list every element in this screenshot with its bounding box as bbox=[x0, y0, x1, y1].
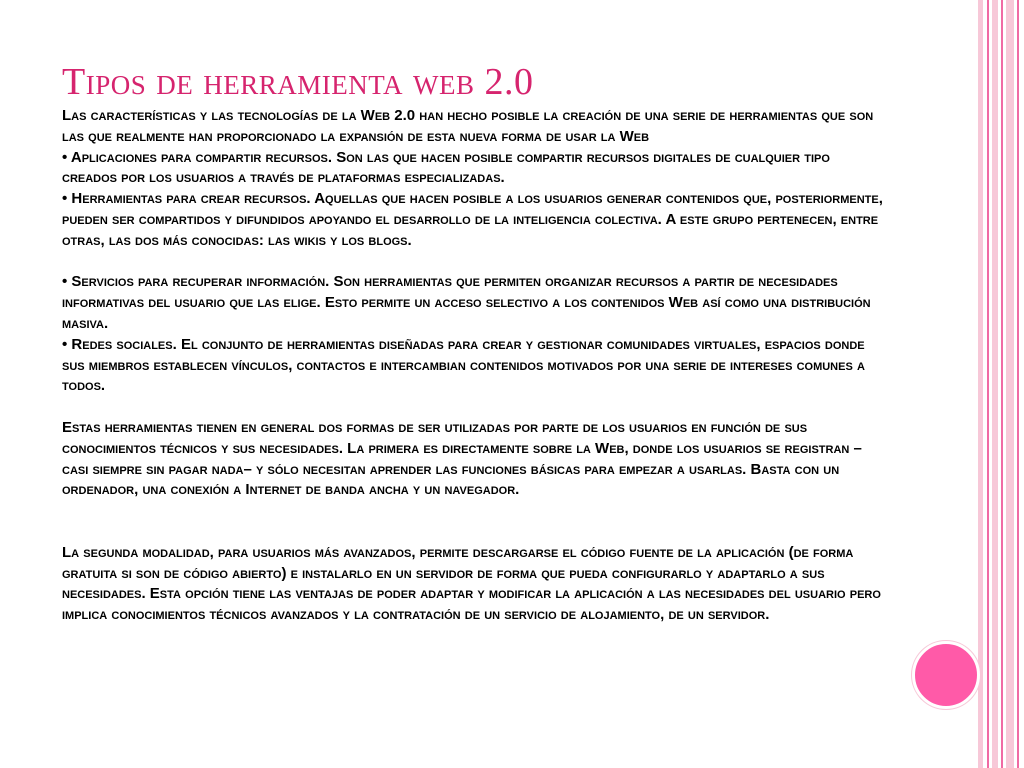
slide-content bbox=[62, 58, 887, 626]
bullet-creating: • Herramientas para crear recursos. Aquellas que hacen posible a los usuarios generar contenidos que, posteriormente, pueden ser compartidos y difundidos apoyando el desarrollo de la inteligencia colectiva. A este grupo pertenecen, entre otras, las dos más conocidas: las wikis y los blogs. bbox=[62, 190, 883, 249]
decorative-circle bbox=[912, 641, 980, 709]
advanced-paragraph: La segunda modalidad, para usuarios más avanzados, permite descargarse el código fuente de la aplicación (de forma gratuita si son de código abierto) e instalarlo en un servidor de forma que pueda configurarlo y adaptarlo a sus necesidades. Esta opción tiene las ventajas de poder adaptar y modificar la aplicación a las necesidades del usuario pero implica conocimientos técnicos avanzados y la contratación de un servicio de alojamiento, de un servidor. bbox=[62, 543, 881, 624]
stripe bbox=[978, 0, 983, 768]
slide-body bbox=[62, 106, 887, 626]
stripe bbox=[1006, 0, 1014, 768]
bullet-retrieval: • Servicios para recuperar información. Son herramientas que permiten organizar recursos a partir de necesidades informativas del usuario que las elige. Esto permite un acceso selectivo a los contenidos Web así como una distribución masiva. bbox=[62, 273, 871, 332]
bullet-sharing: • Aplicaciones para compartir recursos. Son las que hacen posible compartir recursos digitales de cualquier tipo creados por los usuarios a través de plataformas especializadas. bbox=[62, 148, 830, 187]
stripe bbox=[1001, 0, 1003, 768]
stripe bbox=[1017, 0, 1019, 768]
intro-paragraph: Las características y las tecnologías de la Web 2.0 han hecho posible la creación de una serie de herramientas que son las que realmente han proporcionado la expansión de esta nueva forma de usar la Web bbox=[62, 107, 874, 145]
slide-title: Tipos de herramienta web 2.0 bbox=[62, 61, 534, 103]
stripe bbox=[992, 0, 998, 768]
stripe bbox=[987, 0, 989, 768]
bullet-social: • Redes sociales. El conjunto de herramientas diseñadas para crear y gestionar comunidades virtuales, espacios donde sus miembros establecen vínculos, contactos e intercambian contenidos motivados por una serie de intereses comunes a todos. bbox=[62, 335, 865, 395]
spacer bbox=[62, 397, 887, 418]
spacer bbox=[62, 501, 887, 543]
decorative-stripes bbox=[978, 0, 1024, 768]
usage-paragraph: Estas herramientas tienen en general dos formas de ser utilizadas por parte de los usuarios en función de sus conocimientos técnicos y sus necesidades. La primera es directamente sobre la Web, donde los usuarios se registran –casi siempre sin pagar nada– y sólo necesitan aprender las funciones básicas para empezar a usarlas. Basta con un ordenador, una conexión a Internet de banda ancha y un navegador. bbox=[62, 418, 862, 499]
spacer bbox=[62, 252, 887, 273]
